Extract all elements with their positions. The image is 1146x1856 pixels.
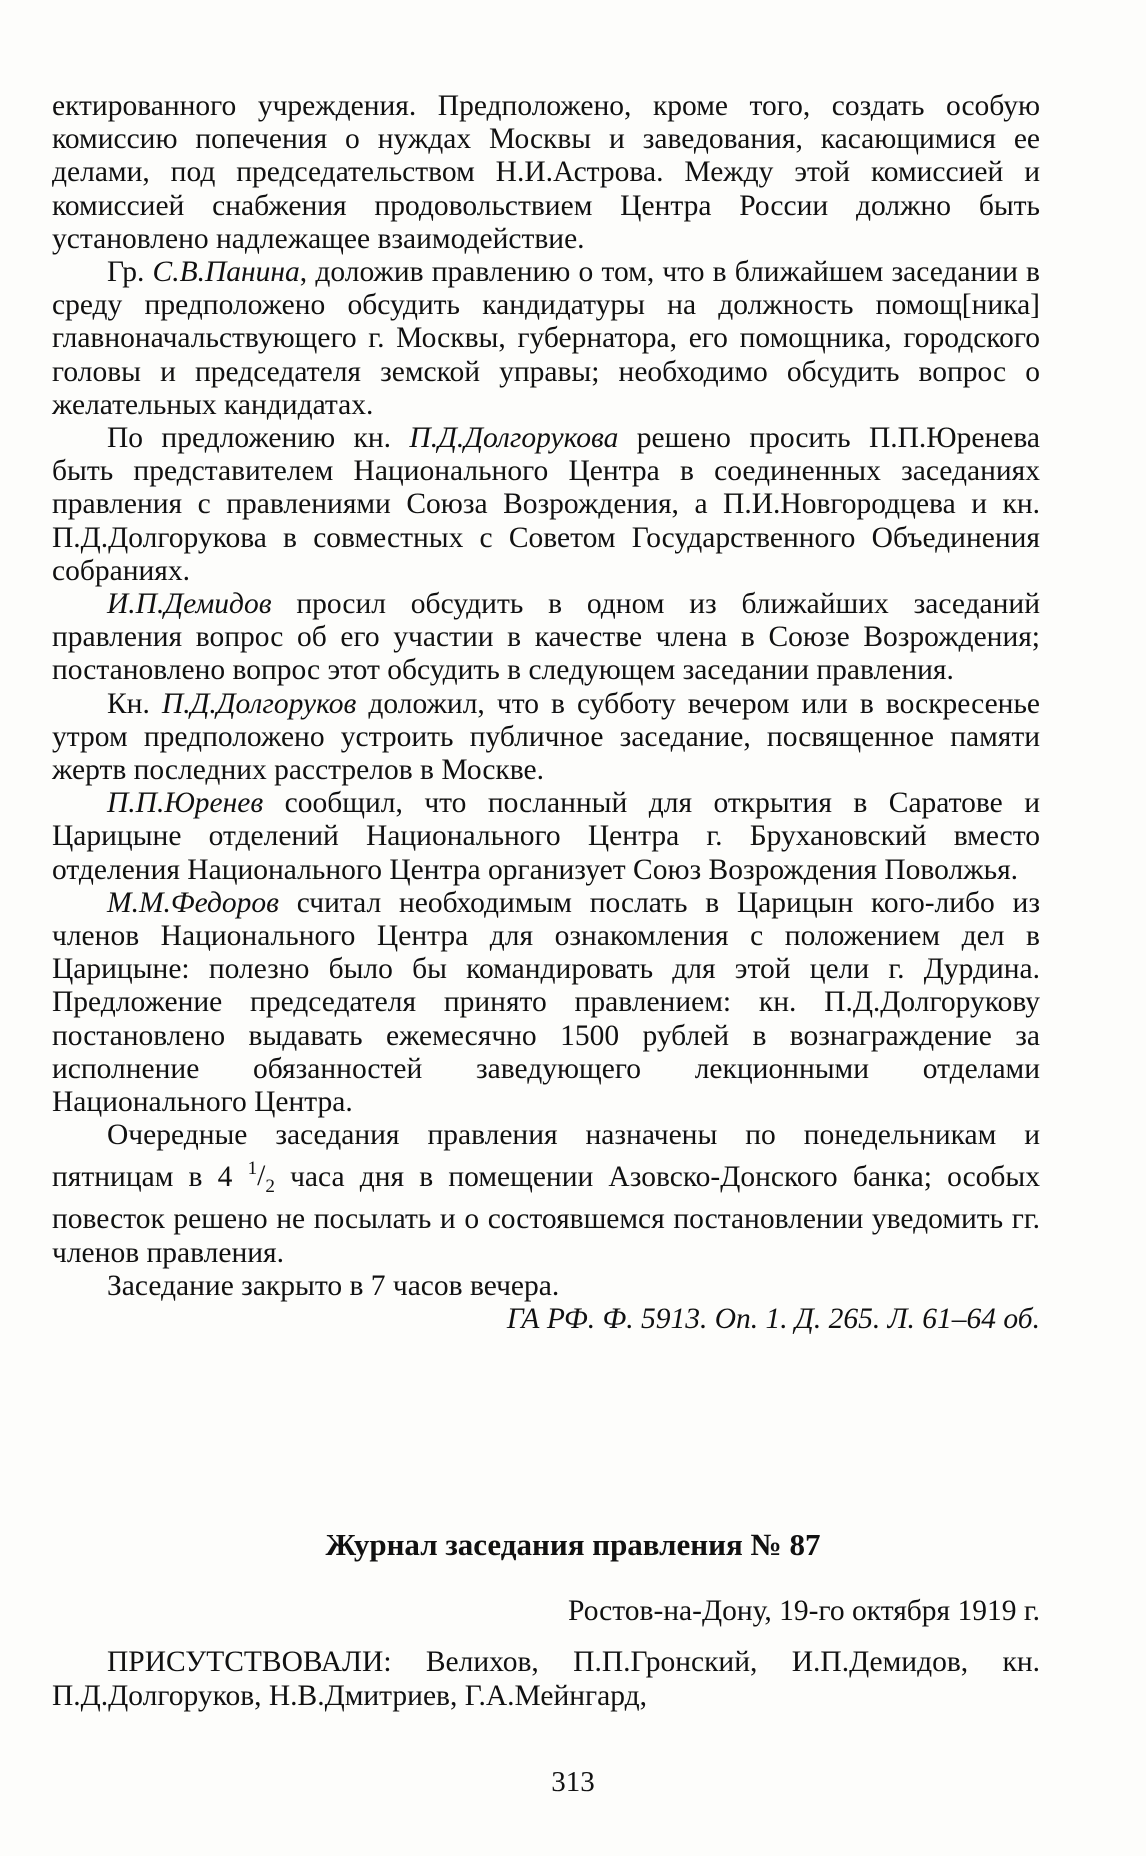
paragraph [52,588,1040,688]
text-run: решено просить П.П.Юренева быть представителем Национального Центра в соединенных заседаниях правления с правлениями Союза Возрождения, а П.И.Новгородцева и кн. П.Д.Долгорукова в совместных с Советом Государственного Объединения собраниях. [52,422,1040,587]
text-run: сообщил, что посланный для открытия в Саратове и Царицыне отделений Национального Центра г. Брухановский вместо отделения Национального Центра организует Союз Возрождения Поволжья. [52,787,1040,886]
fraction: $^1/_2$ [247,1158,275,1198]
person-name: И.П.Демидов [107,588,272,621]
text-run: По предложению кн. [107,422,410,455]
text-run: Кн. [107,687,162,720]
archive-source: ГА РФ. Ф. 5913. Оп. 1. Д. 265. Л. 61–64 об. [506,1303,1040,1336]
attendance-paragraph [52,1646,1040,1713]
person-name: П.Д.Долгорукова [409,422,619,455]
body-text [52,90,1040,1336]
paragraph [52,256,1040,422]
person-name: П.Д.Долгоруков [161,687,357,720]
text-run: считал необходимым послать в Царицын кого-либо из членов Национального Центра для ознакомления с положением дел в Царицыне: полезно было бы командировать для этой цели г. Дурдина. Предложение председателя принято правлением: кн. П.Д.Долгорукову постановлено выдавать ежемесячно 1500 рублей в вознаграждение за исполнение обязанностей заведующего лекционными отделами Национального Центра. [52,886,1040,1119]
paragraph [52,787,1040,887]
text-run: просил обсудить в одном из ближайших заседаний правления вопрос об его участии в качестве члена в Союзе Возрождения; постановлено вопрос этот обсудить в следующем заседании правления. [52,588,1040,687]
paragraph [52,90,1040,256]
attendance-text: ПРИСУТСТВОВАЛИ: Велихов, П.П.Гронский, И.П.Демидов, кн. П.Д.Долгоруков, Н.В.Дмитриев, Г.А.Мейнгард, [52,1646,1040,1712]
place-date: Ростов-на-Дону, 19-го октября 1919 г. [568,1595,1040,1627]
text-run: Заседание закрыто в 7 часов вечера. [107,1269,560,1302]
person-name: М.М.Федоров [107,886,279,919]
text-run: Гр. [107,256,153,289]
text-run: , доложив правлению о том, что в ближайшем заседании в среду предположено обсудить кандидатуры на должность помощ[ника] главноначальствующего г. Москвы, губернатора, его помощника, городского головы и председателя земской управы; необходимо обсудить вопрос о желательных кандидатах. [52,256,1040,421]
paragraph [52,422,1040,588]
text-run: ектированного учреждения. Предположено, кроме того, создать особую комиссию попечения о нуждах Москвы и заведования, касающимися ее делами, под председательством Н.И.Астрова. Между этой комиссией и комиссией снабжения продовольствием Центра России должно быть установлено надлежащее взаимодействие. [52,90,1040,255]
paragraph [52,1119,1040,1270]
paragraph [52,688,1040,788]
text-run: часа дня в помещении Азовско-Донского банка; особых повесток решено не посылать и о состоявшемся постановлении уведомить гг. членов правления. [52,1160,1040,1269]
paragraph [52,887,1040,1119]
person-name: П.П.Юренев [107,787,264,820]
section-heading: Журнал заседания правления № 87 [325,1527,821,1562]
text-run: доложил, что в субботу вечером или в воскресенье утром предположено устроить публичное заседание, посвященное памяти жертв последних расстрелов в Москве. [52,687,1041,787]
text-run: Очередные заседания правления назначены по понедельникам и пятницам в 4 [52,1119,1040,1193]
person-name: С.В.Панина [152,256,300,289]
page-number: 313 [551,1766,595,1798]
paragraph [52,1270,1040,1303]
